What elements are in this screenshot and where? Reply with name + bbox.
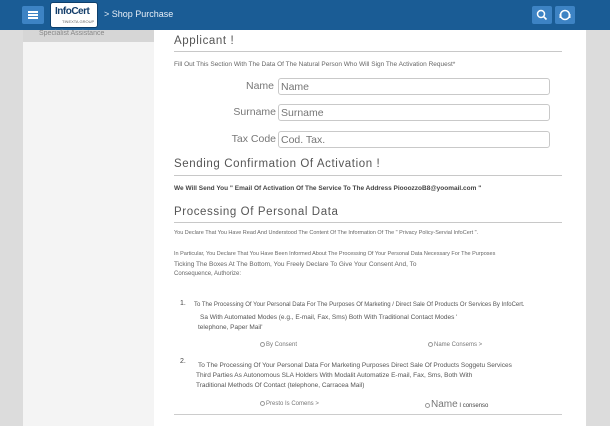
menu-icon[interactable] [22,6,44,24]
radio-icon [428,342,433,347]
sidebar-item-specialist-assistance[interactable]: Specialist Assistance [23,30,154,42]
divider [174,414,562,415]
name-input[interactable] [278,78,550,95]
consent-item-text: Third Parties As Autonomous SLA Holders With Modalit Automatize E-mail, Fax, Sms, Both With [196,372,473,379]
consent-item-text: Sa With Automated Modes (e.g., E-mail, Fax, Sms) Both With Traditional Contact Modes ' [200,314,458,321]
consent-radio-1a[interactable]: By Consent [260,342,297,348]
divider [174,175,562,176]
item-number: 2. [180,358,186,365]
applicant-title: Applicant ! [174,35,235,47]
sending-title: Sending Confirmation Of Activation ! [174,158,381,170]
consent-item-text: Traditional Methods Of Contact (telephone, Carracea Mail) [196,382,365,389]
consent-radio-1b[interactable]: Name Consems > [428,342,482,348]
item-number: 1. [180,300,186,307]
processing-para: Ticking The Boxes At The Bottom, You Freely Declare To Give Your Consent And, To [174,261,417,268]
radio-icon [260,342,265,347]
surname-label: Surname [233,106,276,118]
divider [174,222,562,223]
consent-item-text: To The Processing Of Your Personal Data For The Purposes Of Marketing / Direct Sale Of Products Or Services By InfoCert. [194,302,525,308]
applicant-note: Fill Out This Section With The Data Of The Natural Person Who Will Sign The Activation Request* [174,61,456,68]
consent-item-text: telephone, Paper Mail' [198,324,263,331]
radio-icon [260,401,265,406]
consent-item-text: To The Processing Of Your Personal Data For Marketing Purposes Direct Sale Of Products Soggetu Services [198,362,512,369]
processing-para: Consequence, Authorize: [174,271,242,277]
privacy-declaration: You Declare That You Have Read And Understood The Content Of The Information Of The " Privacy Policy-Servial InfoCert ". [174,230,479,236]
top-bar [0,0,610,30]
divider [174,51,562,52]
consent-radio-2a[interactable]: Presto Is Comens > [260,401,319,407]
tax-code-label: Tax Code [231,133,276,145]
consent-radio-2b[interactable]: Name I consenso [425,399,488,410]
breadcrumb[interactable]: > Shop Purchase [104,9,174,19]
search-icon[interactable] [532,6,552,24]
tax-code-input[interactable] [278,131,550,148]
processing-title: Processing Of Personal Data [174,206,339,218]
support-icon[interactable] [555,6,575,24]
sending-note: We Will Send You " Email Of Activation Of The Service To The Address PiooozzoB8@yoomail.com " [174,185,482,192]
radio-icon [425,403,430,408]
surname-input[interactable] [278,104,550,121]
name-label: Name [245,80,274,92]
processing-para: In Particular, You Declare That You Have Been Informed About The Processing Of Your Personal Data Necessary For The Purposes [174,251,496,257]
infocert-logo[interactable]: InfoCert TINEXTA GROUP [50,2,98,28]
